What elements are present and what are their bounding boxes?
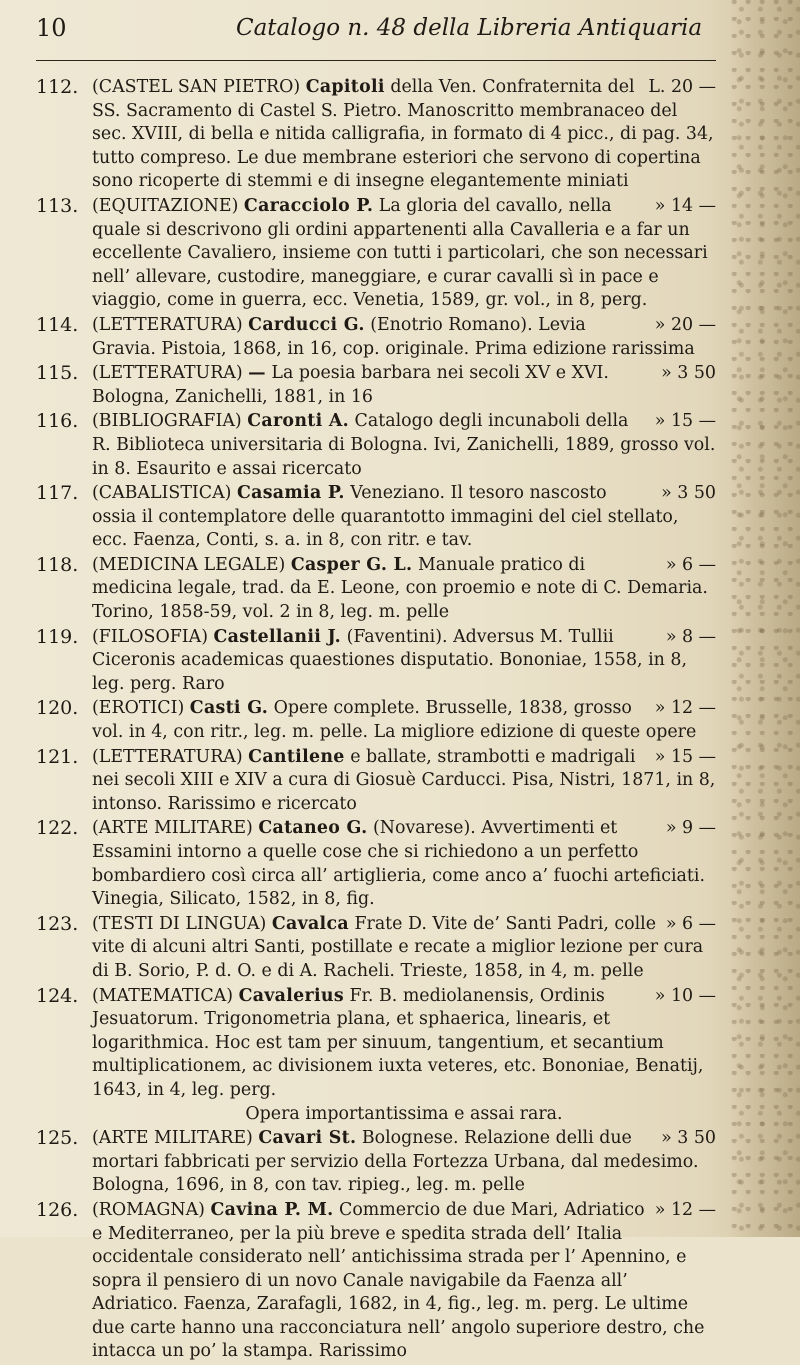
entry-description: La gloria del cavallo, nella quale si descrivono gli ordini appartenenti alla Cavalleria e a far un eccellente Cavaliero, insieme con tutti i particolari, che son necessari nell’ allevare, custodire, maneggiare, e curar cavalli sì in pace e viaggio, come in guerra, ecc. Venetia, 1589, gr. vol., in 8, perg. [92,195,708,311]
entry-author: Castellanii J. [213,626,342,647]
entry-description: Fr. B. mediolanensis, Ordinis Jesuatorum. Trigonometria plana, et sphaerica, linearis, et logarithmica. Hoc est tam per sinuum, tangentium, et secantium multiplicationem, ac divisionem iuxta veteres, etc. Bononiae, Benatij, 1643, in 4, leg. perg. [92,985,704,1100]
entry-price: » 3 50 [661,363,716,384]
entry-number: 123. [36,912,79,935]
entry-number: 121. [36,745,79,768]
entry-description: della Ven. Confraternita del SS. Sacramento di Castel S. Pietro. Manoscritto membranaceo del sec. XVIII, di bella e nitida calligrafia, in formato di 4 picc., di pag. 34, tutto compreso. Le due membrane esteriori che servono di copertina sono ricoperte di stemmi e di insegne elegantemente miniati [92,77,714,192]
entry-price: » 14 — [654,195,716,216]
entry-price: » 3 50 [661,483,716,504]
entry-author: Cataneo G. [258,818,368,839]
entry-author: Casamia P. [236,483,345,504]
entry-number: 125. [36,1127,79,1150]
catalog-entry [36,1127,716,1198]
entry-description: (Enotrio Romano). Levia Gravia. Pistoia, 1868, in 16, cop. originale. Prima edizione rarissima [92,314,695,359]
entry-description: La poesia barbara nei secoli XV e XVI. Bologna, Zanichelli, 1881, in 16 [92,363,609,407]
entry-number: 122. [36,817,79,840]
catalog-entry [36,913,716,984]
catalog-entry [36,76,716,194]
entry-price: » 10 — [654,985,716,1006]
entry-number: 119. [36,625,79,648]
entry-number: 112. [36,76,79,98]
entry-author: Caronti A. [247,411,350,432]
entry-price: » 12 — [654,698,716,719]
entry-note: Opera importantissima e assai rara. [245,1103,563,1124]
entry-price: » 20 — [654,314,716,335]
catalog-entry [36,697,716,744]
page-header [36,8,716,52]
entry-price: » 12 — [654,1199,716,1220]
entry-subject: (MATEMATICA) [92,985,234,1006]
entry-number: 124. [36,984,79,1007]
entry-price: L. 20 — [648,77,716,97]
catalog-entry [36,362,716,409]
entry-author: Cavalca [271,913,349,934]
catalog-entry [36,554,716,625]
entry-subject: (LETTERATURA) [92,363,243,384]
entry-price: » 15 — [654,746,716,767]
entry-price: » 3 50 [661,1128,716,1149]
entry-author: Cavari St. [258,1128,357,1149]
catalog-entry [36,817,716,911]
entry-subject: (LETTERATURA) [92,746,243,767]
running-title: Catalogo n. 48 della Libreria Antiquaria [236,15,703,41]
entry-number: 120. [36,697,79,720]
entry-description: e ballate, strambotti e madrigali nei secoli XIII e XIV a cura di Giosuè Carducci. Pisa, Nistri, 1871, in 8, intonso. Rarissimo e ricercato [92,746,716,814]
entry-subject: (BIBLIOGRAFIA) [92,411,242,432]
catalog-entry [36,482,716,553]
entry-author: Cantilene [248,746,345,767]
entry-author: — [248,363,266,384]
entry-subject: (TESTI DI LINGUA) [92,913,267,934]
entry-number: 115. [36,362,79,385]
entry-number: 118. [36,553,79,576]
catalog-entry [36,195,716,313]
entry-subject: (CABALISTICA) [92,483,232,504]
catalog-entry [36,1199,716,1364]
entry-subject: (EQUITAZIONE) [92,195,239,216]
catalog-entry [36,314,716,361]
entry-price: » 6 — [665,554,716,575]
entry-price: » 6 — [665,913,716,934]
catalog-entries [36,76,716,1365]
entry-author: Cavina P. M. [210,1199,334,1220]
entry-description: Frate D. Vite de’ Santi Padri, colle vite di alcuni altri Santi, postillate e recate a miglior lezione per cura di B. Sorio, P. d. O. e di A. Racheli. Trieste, 1858, in 4, m. pelle [92,913,704,981]
entry-subject: (ARTE MILITARE) [92,818,253,839]
header-rule [36,60,716,61]
entry-number: 116. [36,410,79,433]
page-number: 10 [36,14,67,42]
entry-description: (Novarese). Avvertimenti et Essamini intorno a quelle cose che si richiedono a un perfetto bombardiero così circa all’ artiglieria, come anco a’ fuochi arteficiati. Vinegia, Silicato, 1582, in 8, fig. [92,818,706,910]
entry-price: » 9 — [665,818,716,839]
entry-subject: (ROMAGNA) [92,1199,205,1220]
catalog-entry [36,985,716,1127]
entry-author: Carducci G. [248,314,365,335]
entry-subject: (CASTEL SAN PIETRO) [92,77,301,97]
entry-author: Casti G. [189,698,269,719]
entry-number: 126. [36,1198,79,1221]
entry-number: 117. [36,482,79,505]
catalog-entry [36,746,716,817]
entry-price: » 8 — [665,626,716,647]
entry-number: 113. [36,194,79,217]
entry-description: Commercio de due Mari, Adriatico e Mediterraneo, per la più breve e spedita strada dell’ Italia occidentale considerato nell’ antichissima strada per l’ Apennino, e sopra il pensiero di un novo Canale navigabile da Faenza all’ Adriatico. Faenza, Zarafagli, 1682, in 4, fig., leg. m. perg. Le ultime due carte hanno una racconciatura nell’ angolo superiore destro, che intacca un po’ la stampa. Rarissimo [92,1199,705,1362]
entry-subject: (FILOSOFIA) [92,626,208,647]
entry-author: Caracciolo P. [243,195,374,216]
entry-author: Casper G. L. [290,554,413,575]
entry-description: (Faventini). Adversus M. Tullii Ciceronis academicas quaestiones disputatio. Bononiae, 1558, in 8, leg. perg. Raro [92,626,687,694]
entry-price: » 15 — [654,411,716,432]
entry-subject: (EROTICI) [92,698,185,719]
page-edge-shadow [730,0,800,1237]
entry-description: Catalogo degli incunaboli della R. Biblioteca universitaria di Bologna. Ivi, Zanichelli, 1889, grosso vol. in 8. Esaurito e assai ricercato [92,411,716,479]
catalog-entry [36,626,716,697]
entry-description: Opere complete. Brusselle, 1838, grosso vol. in 4, con ritr., leg. m. pelle. La migliore edizione di queste opere [92,698,697,743]
entry-description: Bolognese. Relazione delli due mortari fabbricati per servizio della Fortezza Urbana, dal medesimo. Bologna, 1696, in 8, con tav. ripieg., leg. m. pelle [92,1128,699,1196]
entry-author: Capitoli [305,77,385,97]
entry-subject: (ARTE MILITARE) [92,1128,253,1149]
entry-description: Veneziano. Il tesoro nascosto ossia il contemplatore delle quarantotto immagini del ciel stellato, ecc. Faenza, Conti, s. a. in 8, con ritr. e tav. [92,483,679,551]
entry-description: Manuale pratico di medicina legale, trad. da E. Leone, con proemio e note di C. Demaria. Torino, 1858-59, vol. 2 in 8, leg. m. pelle [92,554,708,623]
entry-author: Cavalerius [238,985,344,1006]
catalog-entry [36,410,716,481]
entry-subject: (LETTERATURA) [92,314,243,335]
entry-subject: (MEDICINA LEGALE) [92,554,286,575]
entry-number: 114. [36,313,79,336]
